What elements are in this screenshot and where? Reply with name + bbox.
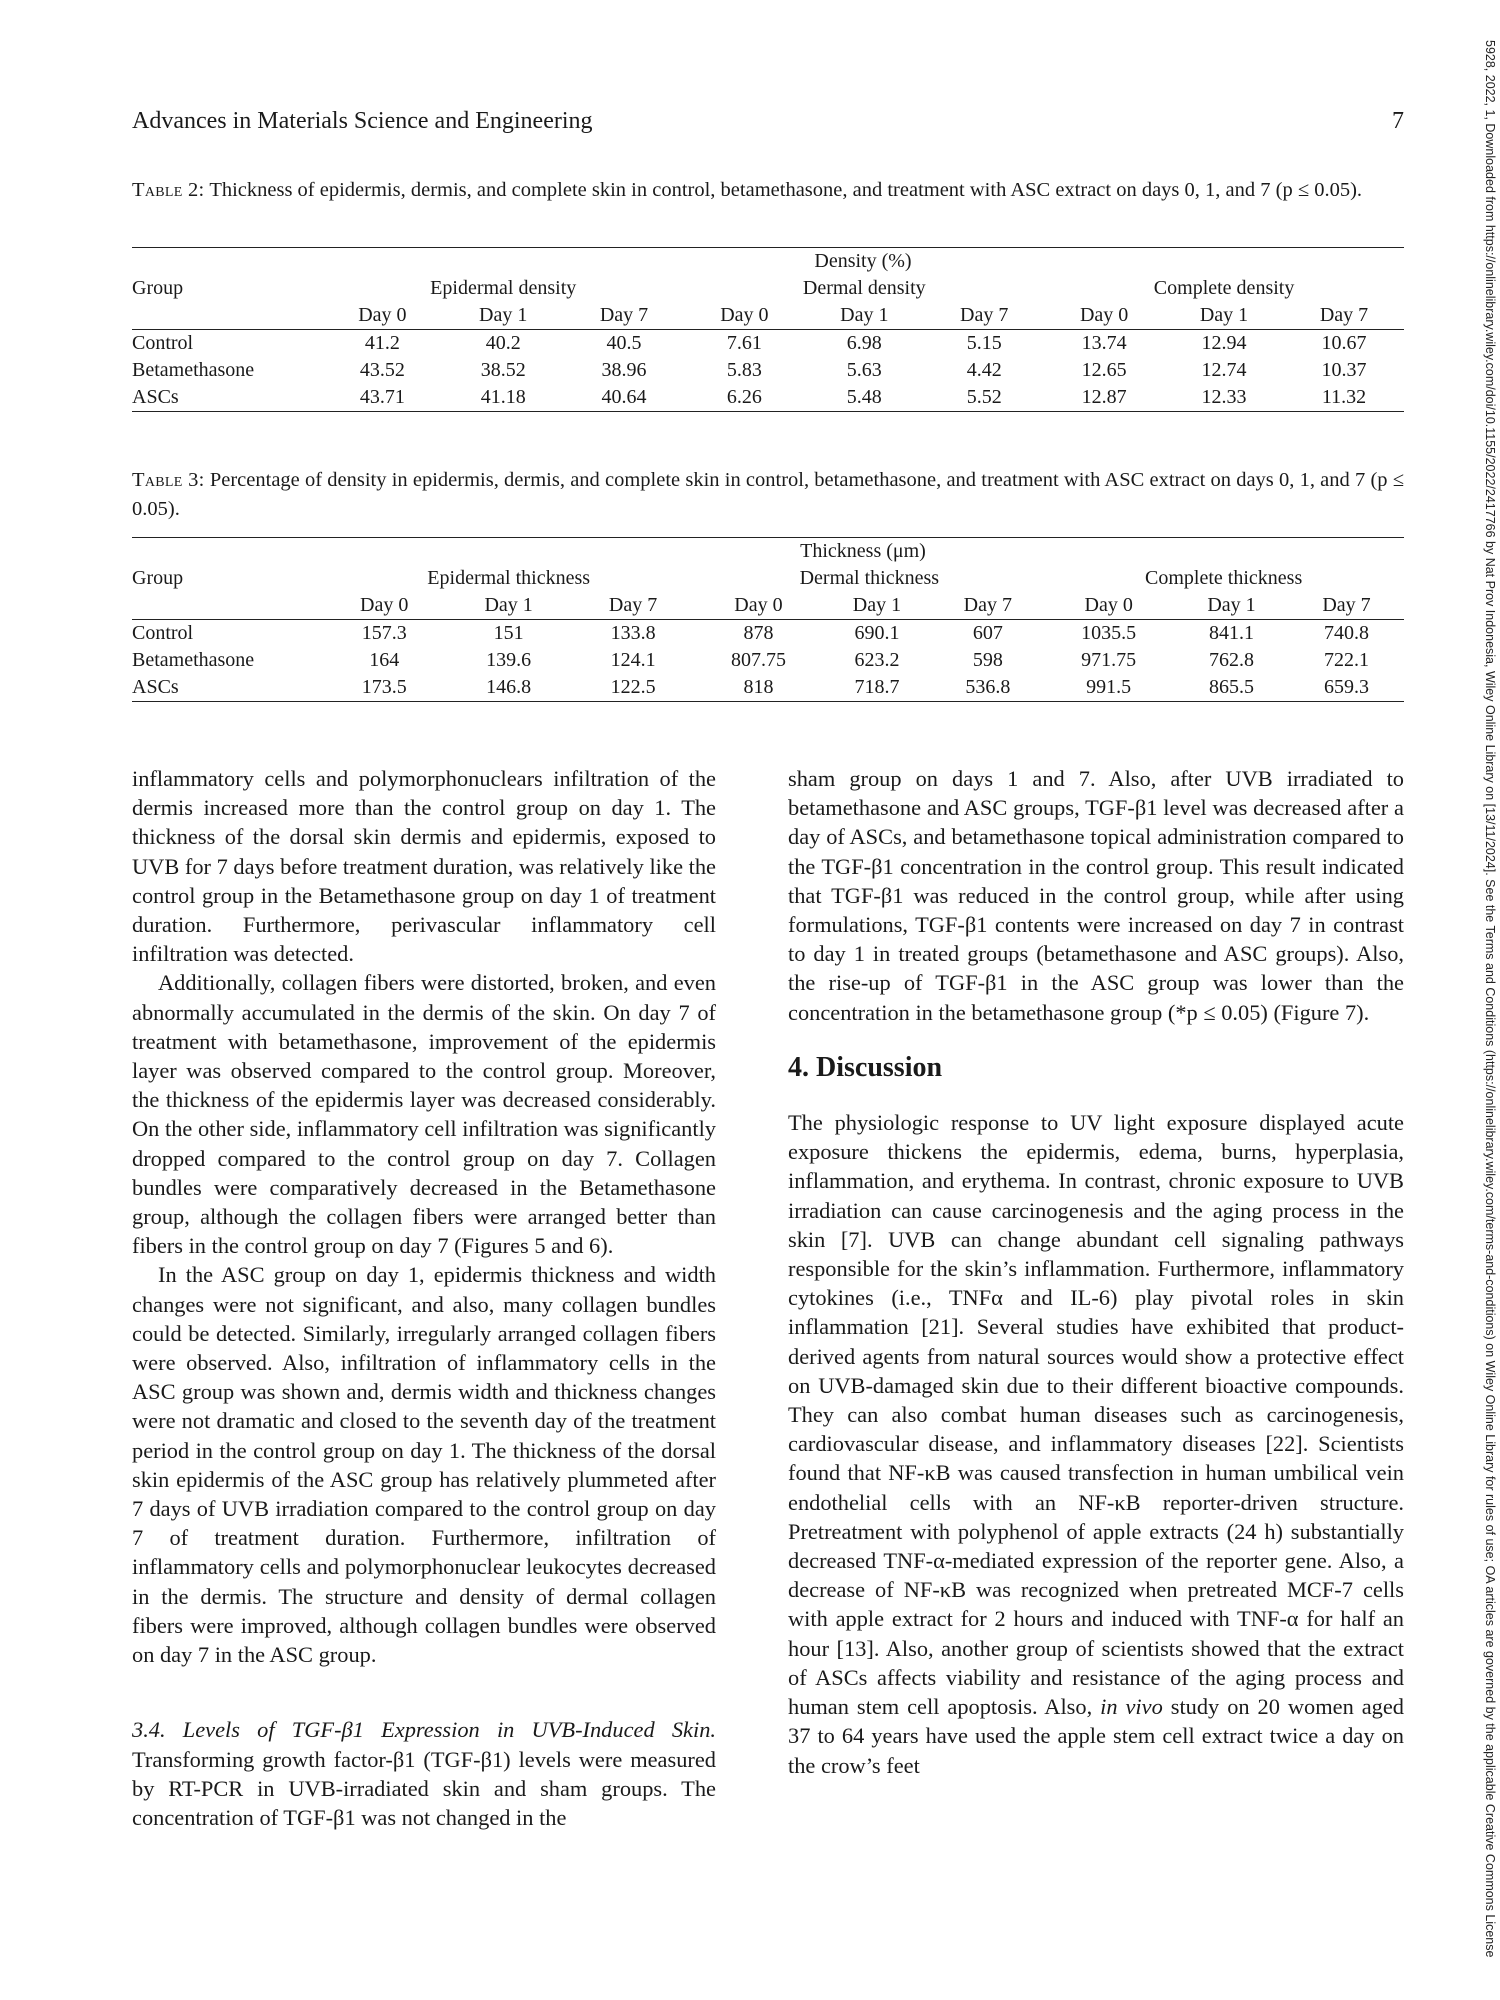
table3-day-header: Day 7 <box>571 592 696 620</box>
running-head <box>132 108 1404 135</box>
body-paragraph <box>788 1108 1404 1780</box>
body-paragraph: Additionally, collagen fibers were distorted, broken, and even abnormally accumulated in the dermis of the skin. On day 7 of treatment with betamethasone, improvement of the epidermis layer was observed compared to the control group. Moreover, the thickness of the epidermis layer was decreased considerably. On the other side, inflammatory cell infiltration was significantly dropped compared to the control group on day 7. Collagen bundles were comparatively decreased in the Betamethasone group, although the collagen fibers were arranged better than fibers in the control group on day 7 (Figures 5 and 6). <box>132 970 716 1259</box>
table-cell: 164 <box>369 649 400 671</box>
table-cell: 43.71 <box>322 384 443 412</box>
table-cell: 971.75 <box>1081 649 1137 671</box>
table-row <box>132 384 1404 412</box>
subsection-heading: 3.4. Levels of TGF-β1 Expression in UVB-Induced Skin. <box>132 1717 716 1743</box>
table-cell: 991.5 <box>1043 674 1174 702</box>
body-text: Transforming growth factor-β1 (TGF-β1) levels were measured by RT-PCR in UVB-irradiated skin and sham groups. The concentration of TGF-β1 was not changed in the <box>132 1746 716 1830</box>
table3-day-header: Day 0 <box>322 592 446 620</box>
row-group: Betamethasone <box>132 649 255 671</box>
table-cell: 5.52 <box>924 384 1044 412</box>
body-text: study on 20 women aged 37 to 64 years have used the apple stem cell extract twice a day on the crow’s feet <box>788 1694 1404 1778</box>
table-cell: 1035.5 <box>1081 622 1137 644</box>
table-cell: 12.87 <box>1044 384 1164 412</box>
table3-super-header: Thickness (μm) <box>322 538 1404 566</box>
row-group: ASCs <box>132 674 322 702</box>
table-cell: 122.5 <box>571 674 696 702</box>
table3-caption-text: Percentage of density in epidermis, dermis, and complete skin in control, betamethasone, and treatment with ASC extract on days 0, 1, and 7 (p ≤ 0.05). <box>132 469 1405 520</box>
table-cell: 12.65 <box>1081 359 1127 381</box>
table2-day-header: Day 7 <box>924 302 1044 330</box>
table3-group-dermal: Dermal thickness <box>799 567 940 589</box>
table-cell: 13.74 <box>1081 332 1127 354</box>
table-row <box>132 674 1404 702</box>
table-cell: 40.5 <box>606 332 642 354</box>
download-notice-text[interactable]: 5928, 2022, 1, Downloaded from https://onlinelibrary.wiley.com/doi/10.1155/2022/2417766 by Nat Prov Indonesia, Wiley Online Library on [13/11/2024]. See the Terms and Conditions (https://onlinelibrary.wiley.com/terms-and-conditions) on Wiley Online Library for rules of use; OA articles are governed by the applicable Creative Commons License <box>1483 40 1497 1958</box>
table2-group-complete: Complete density <box>1153 277 1295 299</box>
table-cell: 598 <box>972 649 1003 671</box>
table-cell: 124.1 <box>610 649 656 671</box>
table3-day-header: Day 0 <box>695 592 821 620</box>
download-notice <box>1483 40 1497 2000</box>
table-cell: 807.75 <box>730 649 786 671</box>
table-cell: 12.33 <box>1164 384 1284 412</box>
table-cell: 7.61 <box>726 332 762 354</box>
table-cell: 40.2 <box>485 332 521 354</box>
table2-group-header: Group <box>132 277 184 299</box>
table-cell: 5.15 <box>966 332 1002 354</box>
row-group: Control <box>132 332 194 354</box>
table-cell: 11.32 <box>1284 384 1404 412</box>
table3-group-epidermal: Epidermal thickness <box>427 567 591 589</box>
right-column <box>788 764 1404 1780</box>
table-cell: 623.2 <box>854 649 900 671</box>
table3-label: Table 3: <box>132 469 205 491</box>
table-cell: 12.74 <box>1201 359 1247 381</box>
page-number: 7 <box>1392 108 1404 134</box>
table-cell: 139.6 <box>486 649 532 671</box>
table-cell: 40.64 <box>564 384 685 412</box>
table-cell: 10.37 <box>1321 359 1367 381</box>
table-cell: 865.5 <box>1174 674 1289 702</box>
table2-group-epidermal: Epidermal density <box>430 277 577 299</box>
italic-term: in vivo <box>1100 1694 1163 1720</box>
table-row <box>132 357 1404 384</box>
table-cell: 6.26 <box>684 384 804 412</box>
section-paragraph <box>132 1715 716 1832</box>
table2 <box>132 247 1404 412</box>
table-cell: 841.1 <box>1209 622 1254 644</box>
table-cell: 740.8 <box>1323 622 1369 644</box>
table-cell: 4.42 <box>966 359 1002 381</box>
table-cell: 5.63 <box>846 359 882 381</box>
table3-caption <box>132 466 1404 524</box>
table-cell: 157.3 <box>361 622 407 644</box>
table-cell: 12.94 <box>1201 332 1247 354</box>
table-row <box>132 620 1404 648</box>
table2-day-header: Day 1 <box>443 302 564 330</box>
table-cell: 38.52 <box>480 359 526 381</box>
table3-day-header: Day 7 <box>1289 592 1404 620</box>
table-cell: 41.2 <box>364 332 400 354</box>
table-cell: 133.8 <box>610 622 656 644</box>
table-cell: 173.5 <box>322 674 446 702</box>
table2-day-header: Day 0 <box>322 302 443 330</box>
table3-group-header: Group <box>132 567 184 589</box>
table-cell: 690.1 <box>854 622 900 644</box>
table2-caption-text: Thickness of epidermis, dermis, and complete skin in control, betamethasone, and treatment with ASC extract on days 0, 1, and 7 (p ≤ 0.05). <box>209 179 1363 201</box>
table3-day-header: Day 7 <box>932 592 1043 620</box>
table2-label: Table 2: <box>132 179 205 201</box>
body-paragraph: In the ASC group on day 1, epidermis thickness and width changes were not significant, and also, many collagen bundles could be detected. Similarly, irregularly arranged collagen fibers were observed. Also, infiltration of inflammatory cells in the ASC group was shown and, dermis width and thickness changes were not dramatic and closed to the seventh day of the treatment period in the control group on day 1. The thickness of the dorsal skin epidermis of the ASC group has relatively plummeted after 7 days of UVB irradiation compared to the control group on day 7 of treatment duration. Furthermore, infiltration of inflammatory cells and polymorphonuclear leukocytes decreased in the dermis. The structure and density of dermal collagen fibers were improved, although collagen bundles were observed on day 7 in the ASC group. <box>132 1262 716 1668</box>
table2-group-dermal: Dermal density <box>802 277 926 299</box>
table-cell: 607 <box>972 622 1003 644</box>
table3-group-complete: Complete thickness <box>1145 567 1303 589</box>
table-cell: 659.3 <box>1289 674 1404 702</box>
table2-super-header: Density (%) <box>322 248 1404 276</box>
table2-day-header: Day 1 <box>1164 302 1284 330</box>
section-heading: 4. Discussion <box>788 1051 943 1083</box>
table-cell: 41.18 <box>443 384 564 412</box>
table-cell: 6.98 <box>846 332 882 354</box>
body-text: The physiologic response to UV light exposure displayed acute exposure thickens the epidermis, edema, burns, hyperplasia, inflammation, and erythema. In contrast, chronic exposure to UVB irradiation can cause carcinogenesis and the aging process in the skin [7]. UVB can change abundant cell signaling pathways responsible for the skin’s inflammation. Furthermore, inflammatory cytokines (i.e., TNFα and IL-6) play pivotal roles in skin inflammation [21]. Several studies have exhibited that product-derived agents from natural sources would show a protective effect on UVB-damaged skin due to their different bioactive compounds. They can also combat human diseases such as carcinogenesis, cardiovascular disease, and inflammatory diseases [22]. Scientists found that NF-κB was caused transfection in human umbilical vein endothelial cells with an NF-κB reporter-driven structure. Pretreatment with polyphenol of apple extracts (24 h) substantially decreased TNF-α-mediated expression of the reporter gene. Also, a decrease of NF-κB was recognized when pretreated MCF-7 cells with apple extract for 2 hours and induced with TNF-α for half an hour [13]. Also, another group of scientists showed that the extract of ASCs affects viability and resistance of the aging process and human stem cell apoptosis. Also, <box>788 1110 1404 1720</box>
table3-day-header: Day 1 <box>446 592 570 620</box>
table-row <box>132 647 1404 674</box>
table-cell: 718.7 <box>822 674 933 702</box>
table-cell: 878 <box>743 622 774 644</box>
table3-day-header: Day 1 <box>822 592 933 620</box>
row-group: Control <box>132 622 194 644</box>
table2-caption <box>132 176 1404 205</box>
table2-day-header: Day 0 <box>1044 302 1164 330</box>
table2-day-header: Day 7 <box>564 302 685 330</box>
table-cell: 818 <box>695 674 821 702</box>
table-cell: 38.96 <box>601 359 647 381</box>
table-cell: 151 <box>493 622 524 644</box>
body-paragraph: sham group on days 1 and 7. Also, after UVB irradiated to betamethasone and ASC groups, TGF-β1 level was decreased after a day of ASCs, and betamethasone topical administration compared to the TGF-β1 concentration in the control group. This result indicated that TGF-β1 was reduced in the control group, while after using formulations, TGF-β1 contents were increased on day 7 in contrast to day 1 in treated groups (betamethasone and ASC groups). Also, the rise-up of TGF-β1 in the ASC group was lower than the concentration in the betamethasone group (*p ≤ 0.05) (Figure 7). <box>788 766 1404 1025</box>
journal-title: Advances in Materials Science and Engineering <box>132 108 593 134</box>
table3-day-header: Day 0 <box>1043 592 1174 620</box>
table-cell: 536.8 <box>932 674 1043 702</box>
row-group: ASCs <box>132 384 322 412</box>
table-row <box>132 330 1404 358</box>
table2-day-header: Day 0 <box>684 302 804 330</box>
body-paragraph: inflammatory cells and polymorphonuclears infiltration of the dermis increased more than the control group on day 1. The thickness of the dorsal skin dermis and epidermis, exposed to UVB for 7 days before treatment duration, was relatively like the control group in the Betamethasone group on day 1 of treatment duration. Furthermore, perivascular inflammatory cell infiltration was detected. <box>132 766 716 967</box>
table2-day-header: Day 7 <box>1284 302 1404 330</box>
table-cell: 762.8 <box>1209 649 1254 671</box>
left-column <box>132 764 716 1832</box>
table3 <box>132 537 1404 702</box>
table-cell: 722.1 <box>1323 649 1369 671</box>
table3-day-header: Day 1 <box>1174 592 1289 620</box>
table2-day-header: Day 1 <box>804 302 924 330</box>
table-cell: 5.83 <box>726 359 762 381</box>
row-group: Betamethasone <box>132 359 255 381</box>
table-cell: 43.52 <box>359 359 405 381</box>
table-cell: 146.8 <box>446 674 570 702</box>
table-cell: 10.67 <box>1321 332 1367 354</box>
table-cell: 5.48 <box>804 384 924 412</box>
